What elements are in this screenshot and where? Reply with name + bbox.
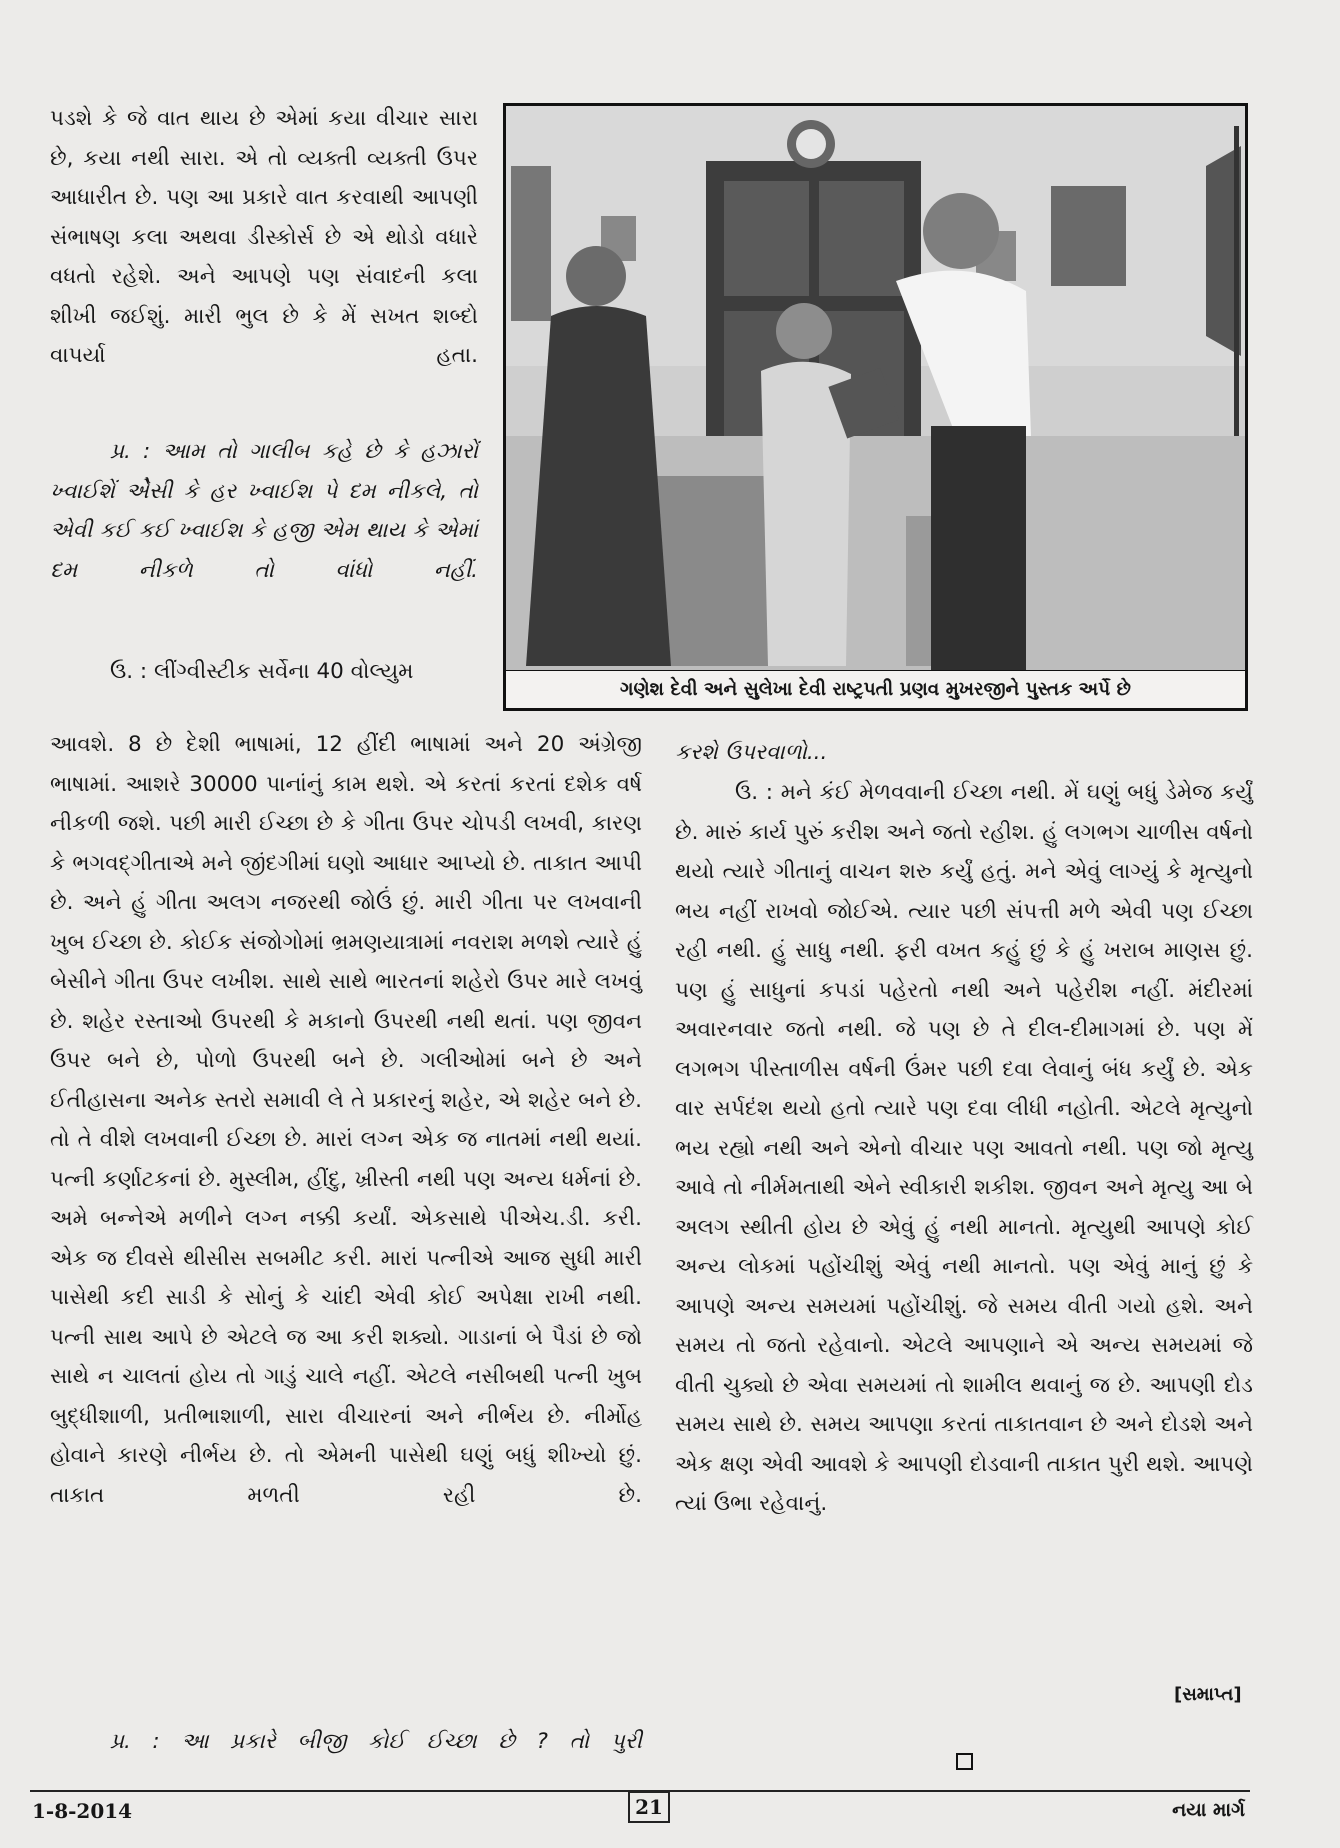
question-paragraph: પ્ર. : આ પ્રકારે બીજી કોઈ ઈચ્છા છે ? તો પુરી <box>110 1729 642 1754</box>
photo-illustration <box>506 106 1245 670</box>
article-paragraph: આવશે. 8 છે દેશી ભાષામાં, 12 હીંદી ભાષામાં અને 20 અંગ્રેજી ભાષામાં. આશરે 30000 પાનાંનું કામ થશે. એ કરતાં કરતાં દશેક વર્ષ નીકળી જશે. પછી મારી ઈચ્છા છે કે ગીતા ઉપર ચોપડી લખવી, કારણ કે ભગવદ્ગીતાએ મને જીંદગીમાં ઘણો આધાર આપ્યો છે. તાકાત આપી છે. અને હું ગીતા અલગ નજરથી જોઉં છું. મારી ગીતા પર લખવાની ખુબ ઈચ્છા છે. કોઈક સંજોગોમાં ભ્રમણયાત્રામાં નવરાશ મળશે ત્યારે હું બેસીને ગીતા ઉપર લખીશ. સાથે સાથે ભારતનાં શહેરો ઉપર મારે લખવું છે. શહેર રસ્તાઓ ઉપરથી કે મકાનો ઉપરથી નથી થતાં. પણ જીવન ઉપર બને છે, પોળો ઉપરથી બને છે. ગલીઓમાં બને છે અને ઈતીહાસના અનેક સ્તરો સમાવી લે તે પ્રકારનું શહેર, એ શહેર બને છે. તો તે વીશે લખવાની ઈચ્છા છે. મારાં લગ્ન એક જ નાતમાં નથી થયાં. પત્ની કર્ણાટકનાં છે. મુસ્લીમ, હીંદુ, ખ્રીસ્તી નથી પણ અન્ય ધર્મનાં છે. અમે બન્નેએ મળીને લગ્ન નક્કી કર્યાં. એકસાથે પીએચ.ડી. કરી. એક જ દીવસે થીસીસ સબમીટ કરી. મારાં પત્નીએ આજ સુધી મારી પાસેથી કદી સાડી કે સોનું કે ચાંદી એવી કોઈ અપેક્ષા રાખી નથી. પત્ની સાથ આપે છે એટલે જ આ કરી શક્યો. ગાડાનાં બે પૈડાં છે જો સાથે ન ચાલતાં હોય તો ગાડું ચાલે નહીં. એટલે નસીબથી પત્ની ખુબ બુદ્ધીશાળી, પ્રતીભાશાળી, સારા વીચારનાં અને નીર્ભય છે. નીર્મોહ હોવાને કારણે નીર્ભય છે. તો એમની પાસેથી ઘણું બધું શીખ્યો છું. તાકાત મળતી રહી છે. <box>50 732 642 1508</box>
magazine-name: નયા માર્ગ <box>1172 1799 1245 1821</box>
footer-date: 1-8-2014 <box>32 1799 133 1823</box>
page-number: 21 <box>628 1791 670 1823</box>
answer-paragraph: ઉ. : લીંગ્વીસ્ટીક સર્વેના 40 વોલ્યુમ <box>110 659 414 684</box>
end-mark: [સમાપ્ત] <box>1174 1684 1242 1705</box>
news-photo <box>503 103 1248 673</box>
end-box-icon <box>956 1753 973 1770</box>
article-paragraph: કરશે ઉપરવાળો... <box>675 740 828 765</box>
question-paragraph: પ્ર. : આમ તો ગાલીબ કહે છે કે હઝારોં ખ્વાઈશેં એેસી કે હર ખ્વાઈશ પે દમ નીકલે, તો એવી કઈ કઈ ખ્વાઈશ કે હજી એમ થાય કે એમાં દમ નીકળે તો વાંધો નહીં. <box>50 439 478 583</box>
answer-paragraph: ઉ. : મને કંઈ મેળવવાની ઈચ્છા નથી. મેં ઘણું બધું ડેમેજ કર્યું છે. મારું કાર્ય પુરું કરીશ અને જતો રહીશ. હું લગભગ ચાળીસ વર્ષનો થયો ત્યારે ગીતાનું વાચન શરુ કર્યું હતું. મને એવું લાગ્યું કે મૃત્યુનો ભય નહીં રાખવો જોઈએ. ત્યાર પછી સંપત્તી મળે એવી પણ ઈચ્છા રહી નથી. હું સાધુ નથી. ફરી વખત કહું છું કે હું ખરાબ માણસ છું. પણ હું સાધુનાં કપડાં પહેરતો નથી અને પહેરીશ નહીં. મંદીરમાં અવારનવાર જતો નથી. જે પણ છે તે દીલ-દીમાગમાં છે. પણ મેં લગભગ પીસ્તાળીસ વર્ષની ઉંમર પછી દવા લેવાનું બંધ કર્યું છે. એક વાર સર્પદંશ થયો હતો ત્યારે પણ દવા લીધી નહોતી. એટલે મૃત્યુનો ભય રહ્યો નથી અને એનો વીચાર પણ આવતો નથી. પણ જો મૃત્યુ આવે તો નીર્મમતાથી એને સ્વીકારી શકીશ. જીવન અને મૃત્યુ આ બે અલગ સ્થીતી હોય છે એવું હું નથી માનતો. મૃત્યુથી આપણે કોઈ અન્ય લોકમાં પહોંચીશું એવું નથી માનતો. પણ એવું માનું છું કે આપણે અન્ય સમયમાં પહોંચીશું. જે સમય વીતી ગયો હશે. અને સમય તો જતો રહેવાનો. એટલે આપણાને એ અન્ય સમયમાં જે વીતી ચુક્યો છે એવા સમયમાં તો શામીલ થવાનું જ છે. આપણી દોડ સમય સાથે છે. સમય આપણા કરતાં તાકાતવાન છે અને દોડશે અને એક ક્ષણ એવી આવશે કે આપણી દોડવાની તાકાત પુરી થશે. આપણે ત્યાં ઉભા રહેવાનું. <box>675 780 1253 1516</box>
photo-caption <box>503 671 1248 711</box>
photo-caption-text: ગણેશ દેવી અને સુલેખા દેવી રાષ્ટ્રપતી પ્રણવ મુખરજીને પુસ્તક અર્પે છે <box>620 679 1131 700</box>
article-paragraph: પડશે કે જે વાત થાય છે એમાં કયા વીચાર સારા છે, કયા નથી સારા. એ તો વ્યક્તી વ્યક્તી ઉપર આધારીત છે. પણ આ પ્રકારે વાત કરવાથી આપણી સંભાષણ કલા અથવા ડીસ્કોર્સ છે એ થોડો વધારે વધતો રહેશે. અને આપણે પણ સંવાદની કલા શીખી જઈશું. મારી ભુલ છે કે મેં સખત શબ્દો વાપર્યા હતા. <box>50 106 478 368</box>
